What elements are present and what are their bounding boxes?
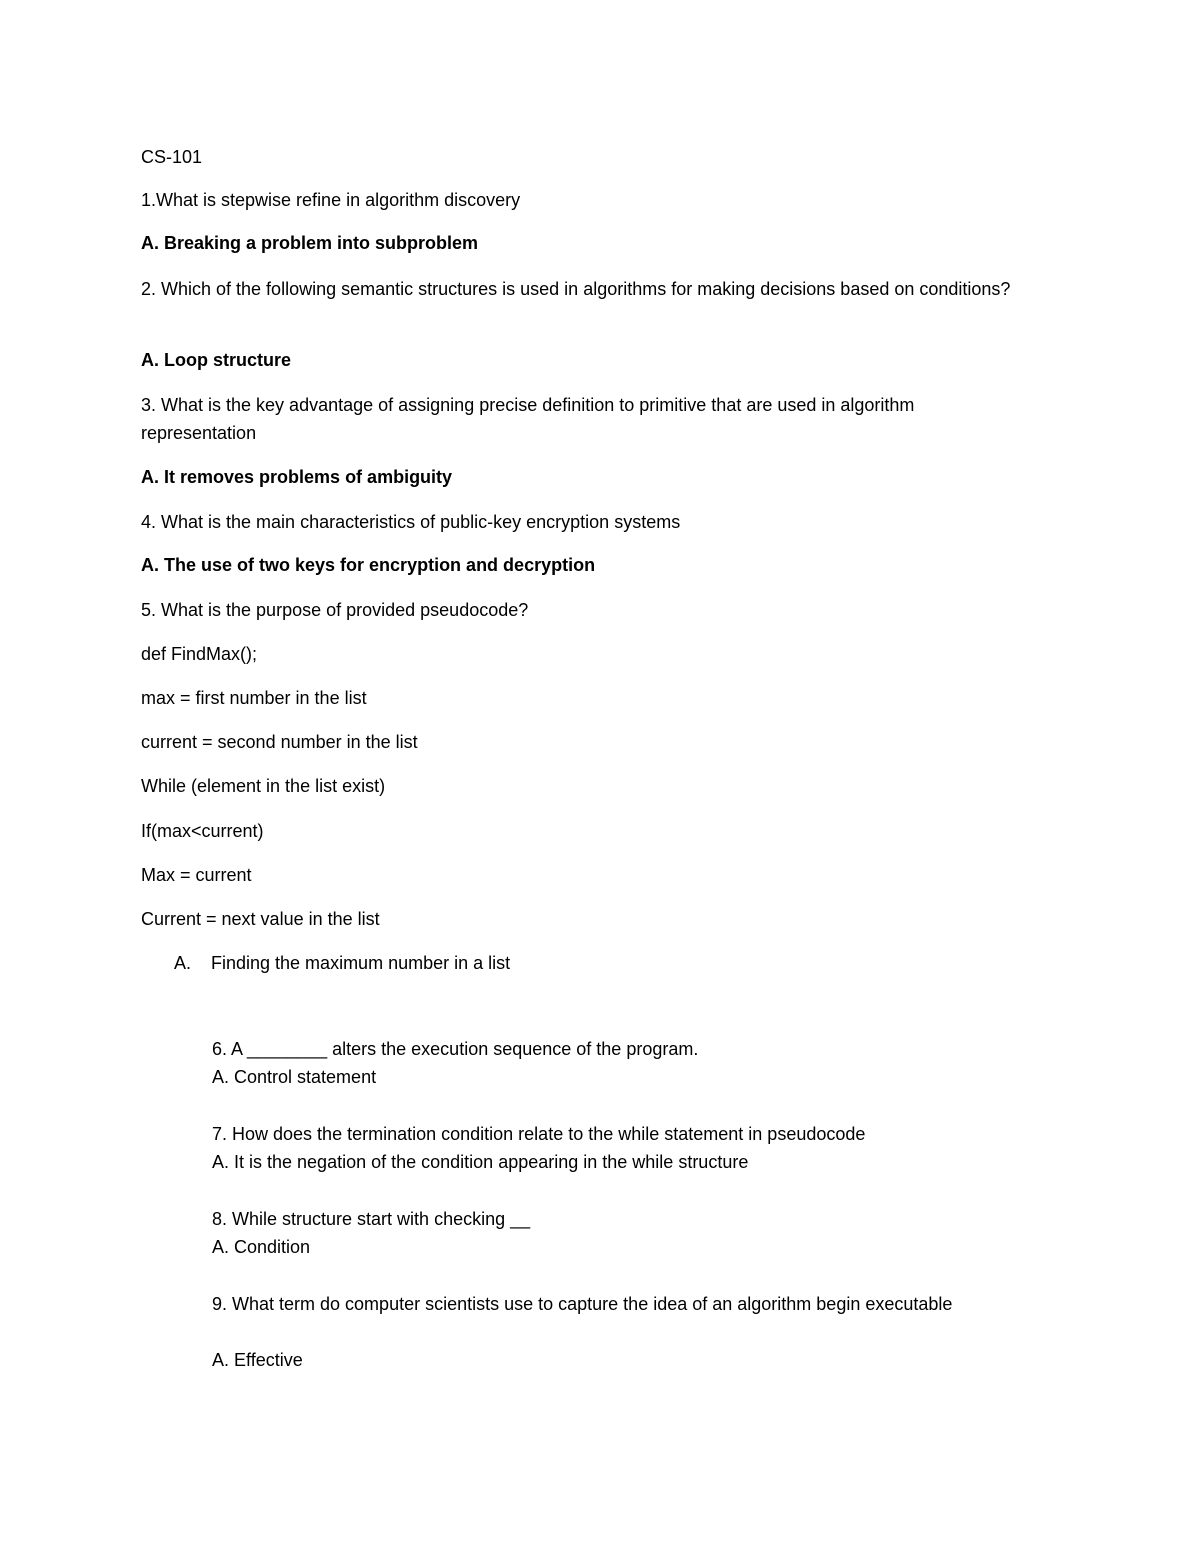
answer-4: A. The use of two keys for encryption and decryption	[141, 555, 596, 575]
answer-5	[174, 949, 510, 977]
question-2: 2. Which of the following semantic structures is used in algorithms for making decisions based on conditions?	[141, 279, 1011, 299]
code-line: If(max<current)	[141, 821, 264, 841]
answer-3: A. It removes problems of ambiguity	[141, 467, 453, 487]
question-1: 1.What is stepwise refine in algorithm discovery	[141, 190, 521, 210]
answer-9: A. Effective	[212, 1350, 303, 1370]
question-7: 7. How does the termination condition relate to the while statement in pseudocode	[212, 1124, 866, 1144]
answer-1: A. Breaking a problem into subproblem	[141, 233, 479, 253]
question-3: 3. What is the key advantage of assigning precise definition to primitive that are used in algorithm representation	[141, 395, 915, 443]
question-4: 4. What is the main characteristics of public-key encryption systems	[141, 512, 681, 532]
question-5: 5. What is the purpose of provided pseudocode?	[141, 600, 529, 620]
code-line: Max = current	[141, 865, 252, 885]
answer-5-text: Finding the maximum number in a list	[211, 953, 511, 973]
code-line: Current = next value in the list	[141, 909, 380, 929]
code-line: max = first number in the list	[141, 688, 367, 708]
question-8: 8. While structure start with checking __	[212, 1209, 531, 1229]
question-9: 9. What term do computer scientists use to capture the idea of an algorithm begin executable	[212, 1294, 953, 1314]
course-title: CS-101	[141, 147, 203, 167]
code-line: current = second number in the list	[141, 732, 418, 752]
question-6: 6. A ________ alters the execution sequence of the program.	[212, 1039, 699, 1059]
code-line: While (element in the list exist)	[141, 776, 386, 796]
answer-7: A. It is the negation of the condition appearing in the while structure	[212, 1152, 749, 1172]
list-marker: A.	[174, 953, 192, 973]
answer-6: A. Control statement	[212, 1067, 377, 1087]
answer-8: A. Condition	[212, 1237, 311, 1257]
answer-2: A. Loop structure	[141, 350, 292, 370]
code-line: def FindMax();	[141, 644, 258, 664]
